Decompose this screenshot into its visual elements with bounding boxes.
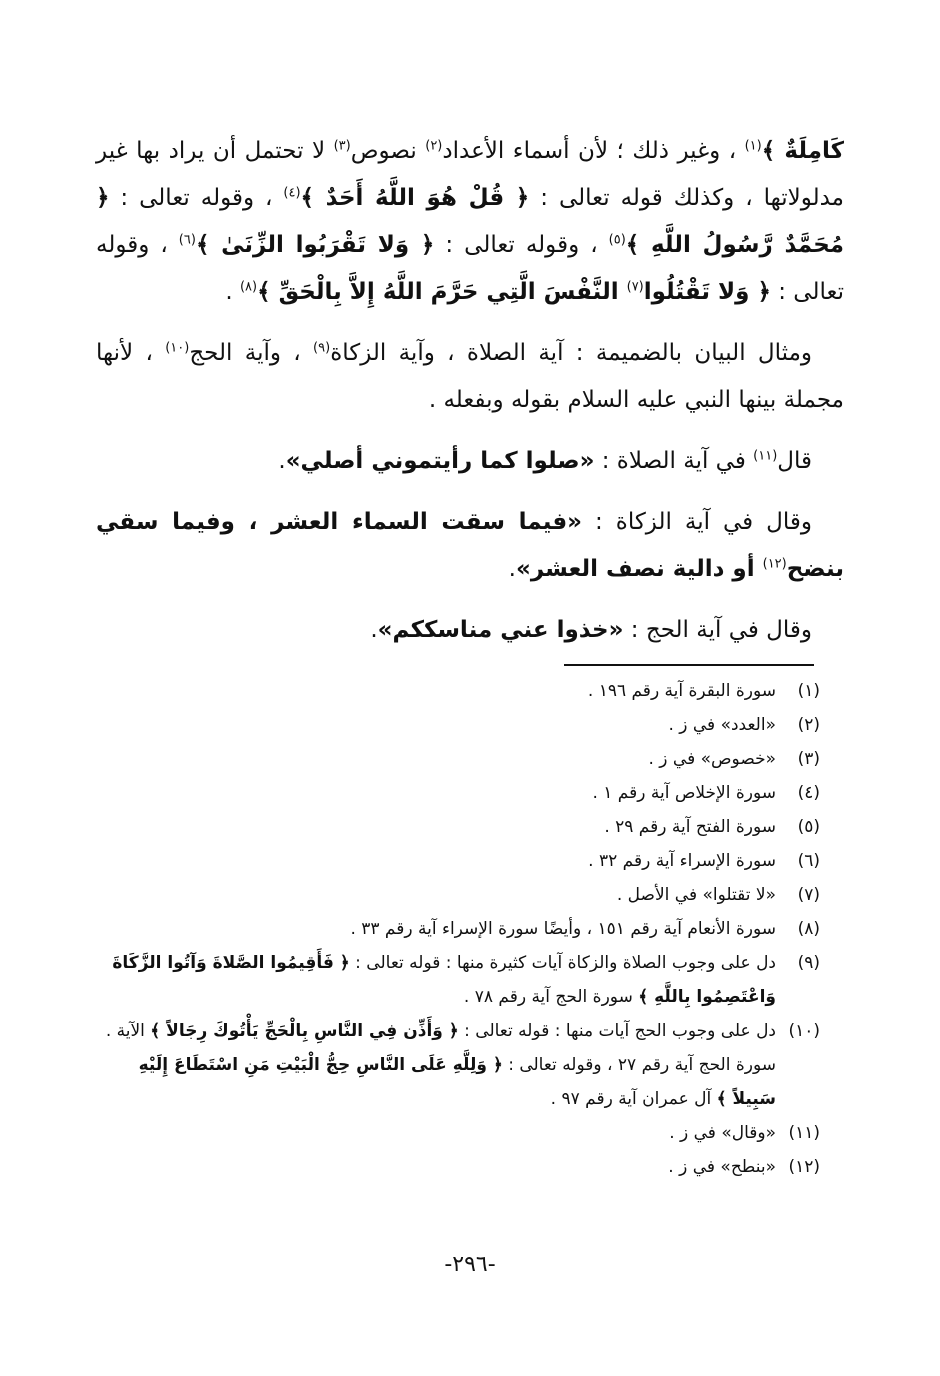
- footnote-text: سورة الحج آية رقم ٧٨ .: [463, 987, 639, 1007]
- paragraph: [96, 330, 844, 424]
- footnote-number: (٣): [797, 749, 820, 769]
- paragraph: [96, 128, 844, 316]
- footnote-number: (٩): [797, 953, 820, 973]
- text-run: ، لأنها مجملة بينها النبي عليه السلام بقوله وبفعله .: [96, 340, 844, 413]
- footnote: [96, 946, 820, 1014]
- hadith-quote: «خذوا عني مناسككم»: [377, 617, 624, 643]
- footnote-text: سورة الإسراء آية رقم ٣٢ .: [588, 851, 776, 871]
- footnote-text: «بنطح» في ز .: [668, 1157, 776, 1177]
- footnote-number: (١٠): [788, 1021, 820, 1041]
- footnote-ref: (٩): [313, 340, 331, 356]
- footnote-number: (٤): [797, 783, 820, 803]
- footnote-ref: (٧): [626, 279, 644, 295]
- quran-quote: ﴿ وَأَذِّن فِي النَّاسِ بِالْحَجِّ يَأْتُوكَ رِجَالاً ﴾: [150, 1021, 459, 1041]
- text-run: ومثال البيان بالضميمة : آية الصلاة ، وآية الزكاة: [330, 340, 812, 366]
- footnote-ref: (٦): [178, 232, 196, 248]
- footnote: [96, 742, 820, 776]
- footnote-ref: (٢): [425, 138, 443, 154]
- paragraph: [96, 499, 844, 593]
- text-run: وقال في آية الحج :: [623, 617, 812, 643]
- footnote-number: (٨): [797, 919, 820, 939]
- footnote-text: الآية . سورة الحج آية رقم ٢٧ ، وقوله تعالى :: [105, 1021, 776, 1075]
- footnote-text: «العدد» في ز .: [668, 715, 776, 735]
- quran-quote: ﴿ مُحَمَّدٌ رَّسُولُ اللَّهِ ﴾: [96, 185, 845, 258]
- footnote: [96, 912, 820, 946]
- footnote: [96, 878, 820, 912]
- main-text: [96, 128, 844, 668]
- footnotes: [96, 674, 820, 1184]
- footnote-text: «لا تقتلوا» في الأصل .: [616, 885, 776, 905]
- footnote-number: (٢): [797, 715, 820, 735]
- footnote: [96, 776, 820, 810]
- text-run: .: [225, 279, 240, 305]
- quran-quote: ﴿ فَأَقِيمُوا الصَّلاةَ وَآتُوا الزَّكَاةَ وَاعْتَصِمُوا بِاللَّهِ ﴾: [112, 953, 776, 1007]
- footnote-number: (١): [797, 681, 820, 701]
- footnote-number: (١٢): [788, 1157, 820, 1177]
- footnote-ref: (١٠): [165, 340, 190, 356]
- footnote-ref: (١٢): [762, 556, 787, 572]
- footnote-ref: (٣): [333, 138, 351, 154]
- footnote-ref: (٨): [239, 279, 258, 295]
- footnote: [96, 1116, 820, 1150]
- text-run: قال: [777, 448, 812, 474]
- footnote-text: سورة الفتح آية رقم ٢٩ .: [604, 817, 776, 837]
- text-run: .: [278, 448, 286, 474]
- text-run: ، وآية الحج: [189, 340, 314, 366]
- footnote-text: دل على وجوب الصلاة والزكاة آيات كثيرة منها : قوله تعالى :: [349, 953, 776, 973]
- text-run: في آية الصلاة :: [594, 448, 754, 474]
- text-run: .: [370, 617, 378, 643]
- footnote: [96, 674, 820, 708]
- footnote-ref: (١١): [753, 448, 778, 464]
- text-run: .: [508, 556, 516, 582]
- text-run: ، وقوله تعالى :: [96, 232, 844, 305]
- quran-quote: ﴿ وَلا تَقْرَبُوا الزِّنَىٰ ﴾: [195, 232, 435, 258]
- quran-quote: كَامِلَةٌ ﴾: [761, 138, 844, 164]
- footnote-ref: (٤): [283, 185, 301, 201]
- footnote-number: (١١): [788, 1123, 820, 1143]
- quran-quote: ﴿ وَلا تَقْتُلُوا: [643, 279, 771, 305]
- text-run: لا تحتمل أن يراد بها غير مدلولاتها ، وكذلك قوله تعالى :: [96, 138, 844, 211]
- footnote: [96, 1014, 820, 1116]
- footnote: [96, 844, 820, 878]
- footnote: [96, 708, 820, 742]
- footnote-text: دل على وجوب الحج آيات منها : قوله تعالى :: [458, 1021, 776, 1041]
- quran-quote: ﴿ وَلِلَّهِ عَلَى النَّاسِ حِجُّ الْبَيْتِ مَنِ اسْتَطَاعَ إِلَيْهِ سَبِيلاً ﴾: [138, 1055, 776, 1109]
- footnote-text: «خصوص» في ز .: [648, 749, 776, 769]
- footnote-divider: [564, 664, 814, 666]
- footnote-text: سورة الأنعام آية رقم ١٥١ ، وأيضًا سورة الإسراء آية رقم ٣٣ .: [350, 919, 776, 939]
- footnote-number: (٧): [797, 885, 820, 905]
- footnote-ref: (٥): [608, 232, 626, 248]
- footnote-text: «وقال» في ز .: [669, 1123, 776, 1143]
- page-number: -٢٩٦-: [444, 1252, 496, 1277]
- footnote-text: سورة البقرة آية رقم ١٩٦ .: [587, 681, 776, 701]
- text-run: ، وغير ذلك ؛ لأن أسماء الأعداد: [442, 138, 745, 164]
- paragraph: [96, 438, 844, 485]
- hadith-quote: «صلوا كما رأيتموني أصلي»: [285, 448, 595, 474]
- text-run: ، وقوله تعالى :: [109, 185, 284, 211]
- footnote-number: (٦): [797, 851, 820, 871]
- footnote-text: سورة الإخلاص آية رقم ١ .: [592, 783, 776, 803]
- text-run: نصوص: [350, 138, 426, 164]
- text-run: ، وقوله تعالى :: [434, 232, 609, 258]
- footnote: [96, 1150, 820, 1184]
- hadith-quote: أو دالية نصف العشر»: [515, 556, 763, 582]
- paragraph: [96, 607, 844, 654]
- footnote-number: (٥): [797, 817, 820, 837]
- quran-quote: النَّفْسَ الَّتِي حَرَّمَ اللَّهُ إِلاَّ بِالْحَقِّ ﴾: [257, 279, 627, 305]
- text-run: وقال في آية الزكاة :: [582, 509, 813, 535]
- footnote-text: آل عمران آية رقم ٩٧ .: [550, 1089, 717, 1109]
- quran-quote: ﴿ قُلْ هُوَ اللَّهُ أَحَدٌ ﴾: [300, 185, 530, 211]
- footnote: [96, 810, 820, 844]
- footnote-ref: (١): [744, 138, 762, 154]
- hadith-quote: «فيما سقت السماء العشر ، وفيما سقي بنضح: [96, 509, 844, 582]
